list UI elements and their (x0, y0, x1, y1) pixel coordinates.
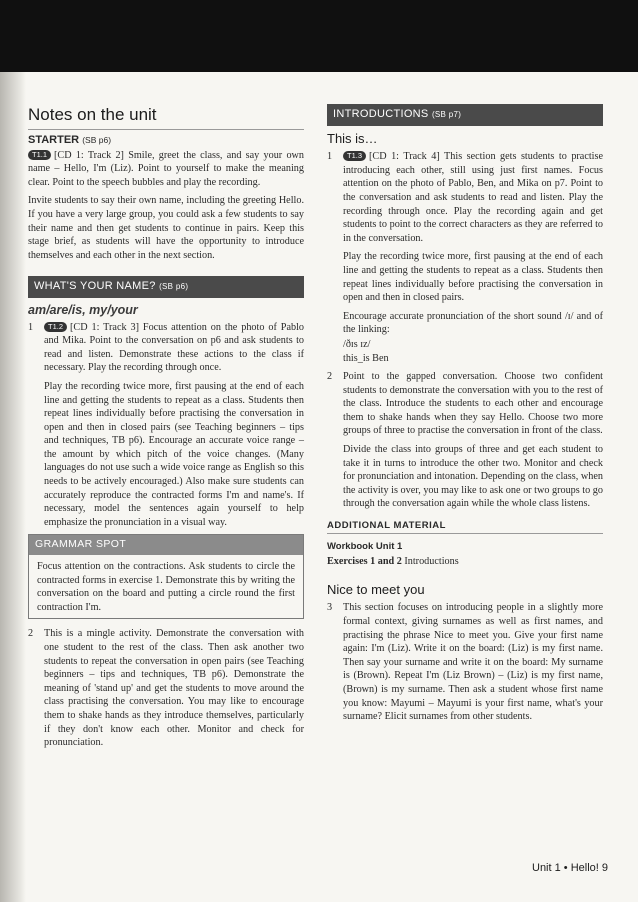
page-title: Notes on the unit (28, 105, 157, 124)
title-rule (28, 129, 304, 130)
numbered-item-2: 2 This is a mingle activity. Demonstrate the conversation with one student to the rest of the class. Then ask another two students to repeat the conversation in open pairs (see Teaching beginners – tips and techniques, TB p6). Demonstrate the meaning of 'stand up' and get the students to move around the class practising the conversation. You may like to encourage them to shake hands as they introduce themselves, particularly if they don't know each other. Monitor and check for pronunciation. (28, 628, 304, 749)
nice-to-meet-you-heading: Nice to meet you (327, 581, 425, 597)
right-column (327, 104, 603, 729)
workbook-label: Workbook Unit 1 (327, 540, 403, 552)
page-footer: Unit 1 • Hello! 9 (532, 862, 608, 874)
this-is-heading: This is… (327, 130, 378, 146)
grammar-spot-box (28, 534, 304, 619)
audio-track-badge: T1.3 (343, 151, 366, 161)
grammar-subheading: am/are/is, my/your (28, 302, 138, 317)
exercises-line: Exercises 1 and 2 Introductions (327, 556, 459, 568)
audio-track-badge: T1.2 (44, 322, 67, 332)
numbered-item-1: 1 T1.3 [CD 1: Track 4] This section gets students to practise introducing each other, still using just first names. Focus attention on the photo of Pablo, Ben, and Mika on p7. Point to the conversation and ask students to read and listen. Play the recording through once. Play the recording again and get students to point to the correct characters as they are referred to in the conversation. Play the recording twice more, first pausing at the end of each line and getting the students to repeat as a class. Students then repeat lines individually before practising the conversation in open and then in closed pairs. Encourage accurate pronunciation of the short sound /ɪ/ and of the linking: /ðɪs ɪz/ this_is Ben (327, 151, 603, 364)
grammar-spot-heading: GRAMMAR SPOT (29, 535, 303, 555)
section-band-introductions: INTRODUCTIONS (SB p7) (327, 104, 603, 126)
starter-para-2: Invite students to say their own name, including the greeting Hello. If you have a very large group, you could ask a few students to say their name and then get students to continue in pairs. Keep this stage brief, as students will have the opportunity to introduce themselves and each other in the next section. (28, 195, 304, 261)
page-binding-shadow (0, 72, 26, 902)
audio-track-badge: T1.1 (28, 150, 51, 160)
starter-heading: STARTER (SB p6) (28, 134, 112, 146)
phonetic-transcription: /ðɪs ɪz/ (343, 338, 371, 350)
numbered-item-1: 1 T1.2 [CD 1: Track 3] Focus attention on the photo of Pablo and Mika. Point to the conversation on p6 and ask students to read and listen. Demonstrate these actions to the class if necessary. Play the recording through once. Play the recording twice more, first pausing at the end of each line and getting the students to repeat as a class. Students then repeat lines individually before practising the conversation in open and then in closed pairs (see Teaching beginners – tips and techniques, TB p6). Encourage an accurate voice range – the amount by which pitch of the voice changes. (Many languages do not use such a wide voice range as English so this needs to be actively encouraged.) Also make sure students can accurately reproduce the contracted forms I'm and name's. If necessary, model the sentences again yourself to help emphasize the pronunciation in a visual way. (28, 321, 304, 528)
grammar-spot-text: Focus attention on the contractions. Ask students to circle the contracted forms in exercise 1. Demonstrate this by writing the conversation on the board and putting a circle round the first contraction I'm. (37, 561, 295, 613)
numbered-item-2: 2 Point to the gapped conversation. Choose two confident students to demonstrate the conversation with you to the rest of the class. Introduce the students to each other and encourage them to shake hands when they say Hello. Choose two more groups of three to practise the conversation in front of the class. Divide the class into groups of three and get each student to take it in turns to introduce the other two. Monitor and check for pronunciation and intonation. Depending on the class, when the activity is over, you may like to ask one or two groups to go through the conversation again while the whole class listens. (327, 371, 603, 510)
section-band-whats-your-name: WHAT'S YOUR NAME? (SB p6) (28, 276, 304, 298)
linking-example: this_is Ben (343, 352, 389, 364)
additional-rule (327, 533, 603, 534)
additional-material-heading: ADDITIONAL MATERIAL (327, 520, 446, 532)
starter-para-1: T1.1 [CD 1: Track 2] Smile, greet the class, and say your own name – Hello, I'm (Liz). Point to yourself to make the meaning clear. Point to the speech bubbles and play the recording. (28, 149, 304, 188)
numbered-item-3: 3 This section focuses on introducing people in a slightly more formal context, giving surnames as well as first names, and practising the phrase Nice to meet you. Give your first name again: I'm (Liz). Write it on the board: (Liz) is my first name. Then say your surname and write it on the board: My surname is (Brown). Repeat I'm (Liz Brown) – (Liz) is my first name, (Brown) is my surname. Then ask a student whose first name you know: Mayumi – Mayumi is your first name, what's your surname? Elicit surnames from other students. (327, 602, 603, 723)
left-column (28, 104, 304, 755)
dark-top-band (0, 0, 638, 72)
